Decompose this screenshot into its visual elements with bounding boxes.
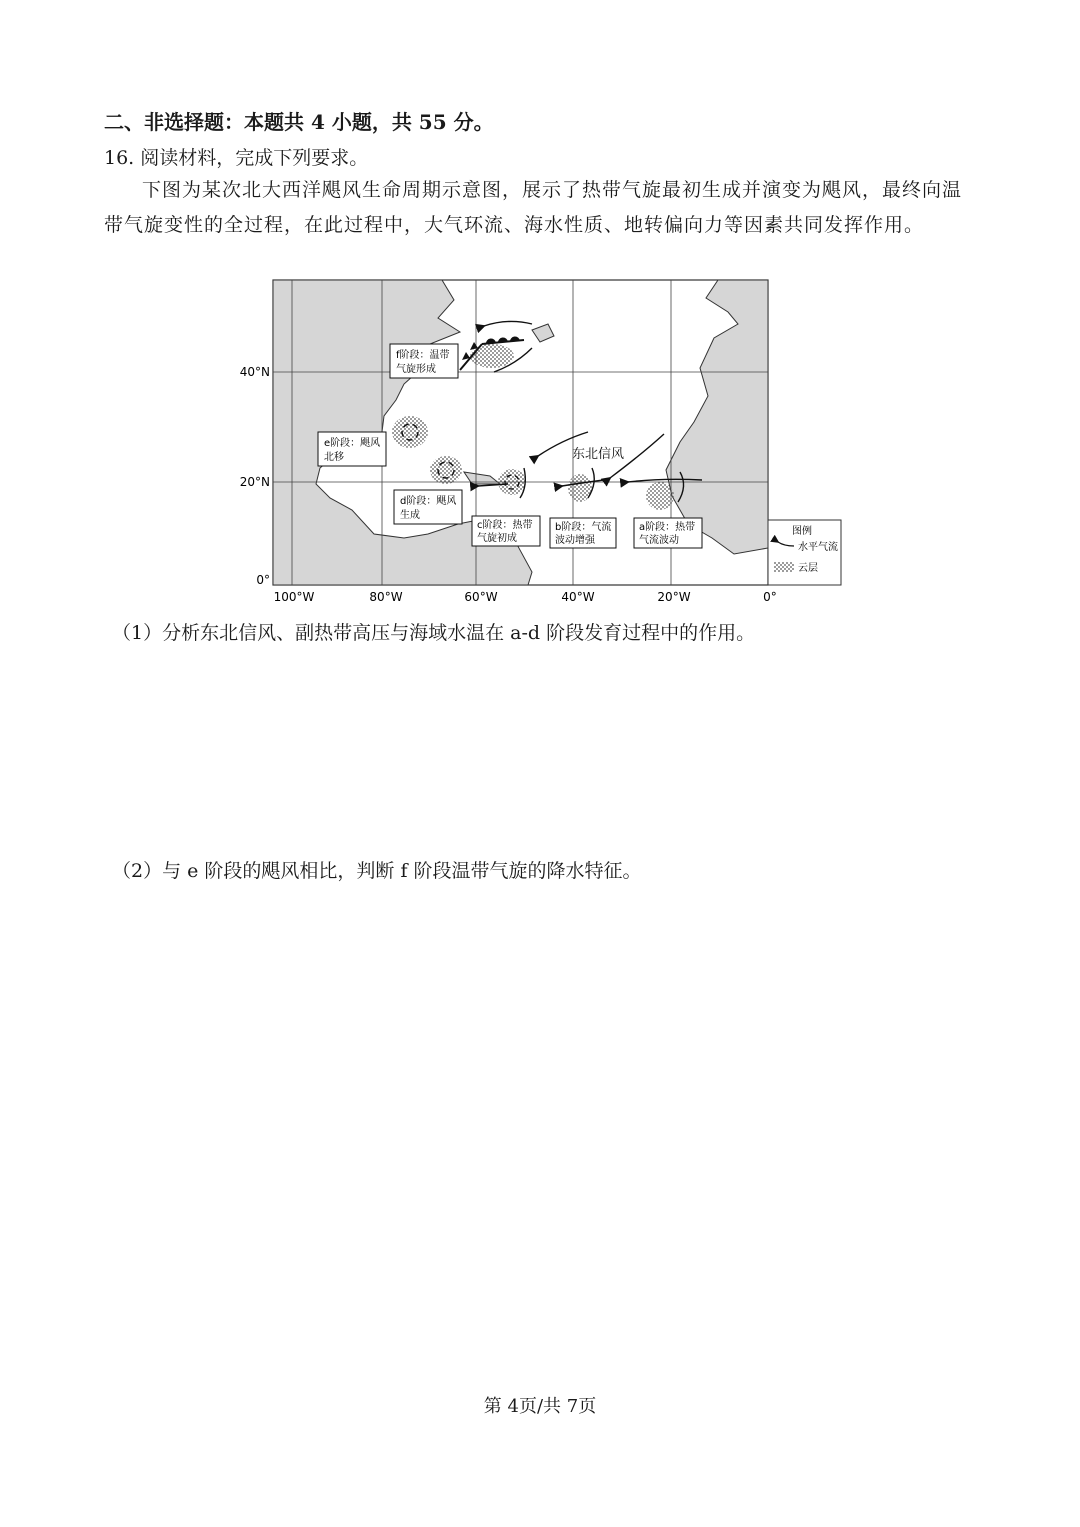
stage-b-line2: 波动增强 (555, 535, 595, 546)
lat-label-40: 40°N (239, 365, 270, 379)
lon-label-100w: 100°W (273, 590, 315, 604)
stage-d-line2: 生成 (400, 510, 420, 521)
trade-wind-label: 东北信风 (572, 447, 625, 462)
map-legend (768, 520, 841, 585)
stage-d-box (394, 490, 462, 524)
question-intro: 16. 阅读材料，完成下列要求。 (104, 147, 369, 169)
stage-f-box (390, 344, 458, 378)
sub-question-1: （1）分析东北信风、副热带高压与海域水温在 a-d 阶段发育过程中的作用。 (112, 622, 756, 644)
lon-label-40w: 40°W (561, 590, 595, 604)
section-title: 二、非选择题：本题共 4 小题，共 55 分。 (104, 110, 494, 134)
lat-label-0: 0° (256, 573, 270, 587)
stage-e-line1: e阶段：飓风 (324, 438, 381, 449)
stage-c-box (472, 516, 540, 546)
legend-airflow-label: 水平气流 (798, 542, 838, 553)
stage-c-line2: 气旋初成 (477, 533, 517, 544)
lat-label-20: 20°N (239, 475, 270, 489)
legend-title: 图例 (792, 526, 812, 537)
stage-a-line2: 气流波动 (639, 535, 679, 546)
page-footer: 第 4页/共 7页 (483, 1396, 597, 1417)
stage-d-line1: d阶段：飓风 (400, 496, 457, 507)
stage-b-box (550, 518, 616, 548)
stage-e-line2: 北移 (324, 452, 344, 463)
stage-b-line1: b阶段：气流 (555, 522, 612, 533)
material-text: 下图为某次北大西洋飓风生命周期示意图，展示了热带气旋最初生成并演变为飓风，最终向温带气旋变性的全过程，在此过程中，大气环流、海水性质、地转偏向力等因素共同发挥作用。 (104, 179, 963, 236)
legend-cloud-label: 云层 (798, 563, 818, 574)
stage-a-line1: a阶段：热带 (639, 522, 696, 533)
lon-label-60w: 60°W (464, 590, 498, 604)
legend-cloud-icon (774, 562, 794, 572)
stage-a-box (634, 518, 702, 548)
lon-label-80w: 80°W (369, 590, 403, 604)
sub-question-2: （2）与 e 阶段的飓风相比，判断 f 阶段温带气旋的降水特征。 (112, 860, 642, 882)
stage-c-line1: c阶段：热带 (477, 520, 533, 531)
stage-f-line2: 气旋形成 (396, 364, 436, 375)
stage-f-line1: f阶段：温带 (396, 350, 450, 361)
lon-label-20w: 20°W (657, 590, 691, 604)
stage-e-box (318, 432, 386, 466)
lon-label-0: 0° (763, 590, 777, 604)
hurricane-map-figure (232, 272, 852, 608)
